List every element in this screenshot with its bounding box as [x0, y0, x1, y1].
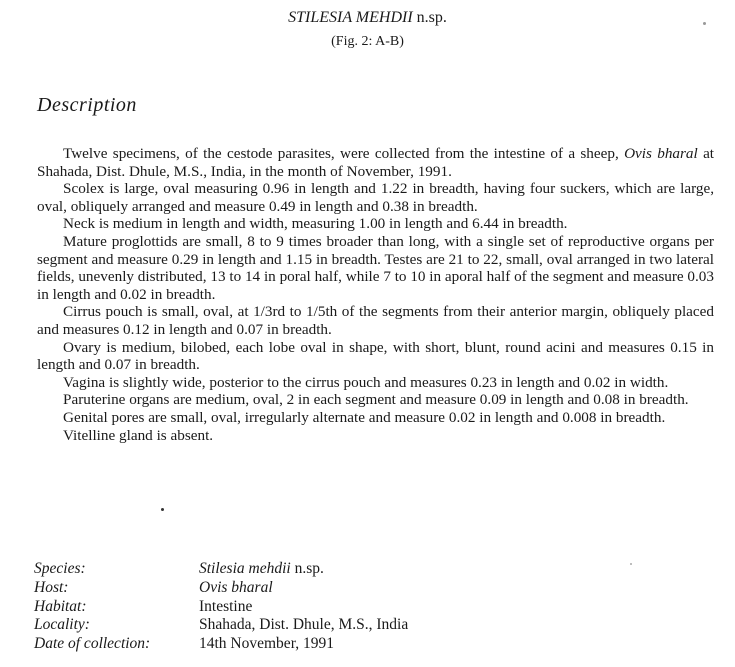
paragraph-genital-pores: Genital pores are small, oval, irregularly alternate and measure 0.02 in length and 0.008 in breadth. [63, 408, 666, 426]
meta-row-species [34, 560, 408, 579]
host-name: Ovis bharal [199, 578, 273, 596]
species-label: Species: [34, 560, 86, 577]
paragraph-paruterine: Paruterine organs are medium, oval, 2 in each segment and measure 0.09 in length and 0.08 in breadth. [63, 391, 689, 409]
date-label: Date of collection: [34, 635, 151, 653]
paragraph-proglottids: Mature proglottids are small, 8 to 9 times broader than long, with a single set of reproductive organs per segment and measure 0.29 in length and 1.15 in breadth. Testes are 21 to 22, small, oval arranged in two lateral fields, unevenly distributed, 13 to 14 in poral half, while 7 to 10 in aporal half of the segment and measure 0.03 in length and 0.02 in breadth. [37, 232, 714, 303]
species-title [0, 9, 735, 27]
habitat-label: Habitat: [34, 597, 87, 615]
paragraph-collection [37, 145, 714, 180]
habitat-value: Intestine [199, 597, 253, 615]
meta-row-habitat [34, 598, 408, 617]
species-name: Stilesia mehdii [199, 560, 291, 577]
scan-speck [703, 22, 706, 25]
title-suffix: n.sp. [416, 9, 447, 26]
species-suffix: n.sp. [294, 560, 324, 577]
scan-speck [630, 563, 632, 565]
p1-text-b: at Shahada, Dist. Dhule, M.S., India, in the month of November, 1991. [37, 145, 715, 180]
paragraph-vitelline: Vitelline gland is absent. [63, 426, 214, 444]
host-value [199, 579, 273, 598]
section-heading: Description [37, 94, 137, 116]
date-value: 14th November, 1991 [199, 635, 334, 653]
locality-value: Shahada, Dist. Dhule, M.S., India [199, 616, 409, 634]
meta-row-date [34, 635, 408, 654]
paragraph-ovary: Ovary is medium, bilobed, each lobe oval in shape, with short, blunt, round acini and measures 0.15 in length and 0.07 in breadth. [37, 338, 714, 374]
title-species-name: STILESIA MEHDII [288, 9, 413, 26]
specimen-metadata [34, 560, 408, 654]
locality-label: Locality: [34, 616, 90, 634]
meta-row-locality [34, 616, 408, 635]
p1-text-a: Twelve specimens, of the cestode parasites, were collected from the intestine of a sheep, [63, 145, 619, 162]
meta-row-host [34, 579, 408, 598]
paragraph-cirrus-pouch: Cirrus pouch is small, oval, at 1/3rd to 1/5th of the segments from their anterior margin, obliquely placed and measures 0.12 in length and 0.07 in breadth. [37, 303, 714, 338]
paragraph-neck: Neck is medium in length and width, measuring 1.00 in length and 6.44 in breadth. [63, 215, 568, 233]
scan-speck [161, 508, 164, 511]
figure-reference: (Fig. 2: A-B) [331, 34, 404, 49]
species-value [199, 560, 324, 579]
paragraph-vagina: Vagina is slightly wide, posterior to the cirrus pouch and measures 0.23 in length and 0.02 in width. [63, 373, 669, 391]
p1-host-name: Ovis bharal [624, 145, 698, 162]
description-body [37, 145, 714, 444]
paragraph-scolex: Scolex is large, oval measuring 0.96 in length and 1.22 in breadth, having four suckers, which are large, oval, obliquely arranged and measure 0.49 in length and 0.38 in breadth. [37, 180, 714, 215]
host-label: Host: [34, 578, 69, 596]
